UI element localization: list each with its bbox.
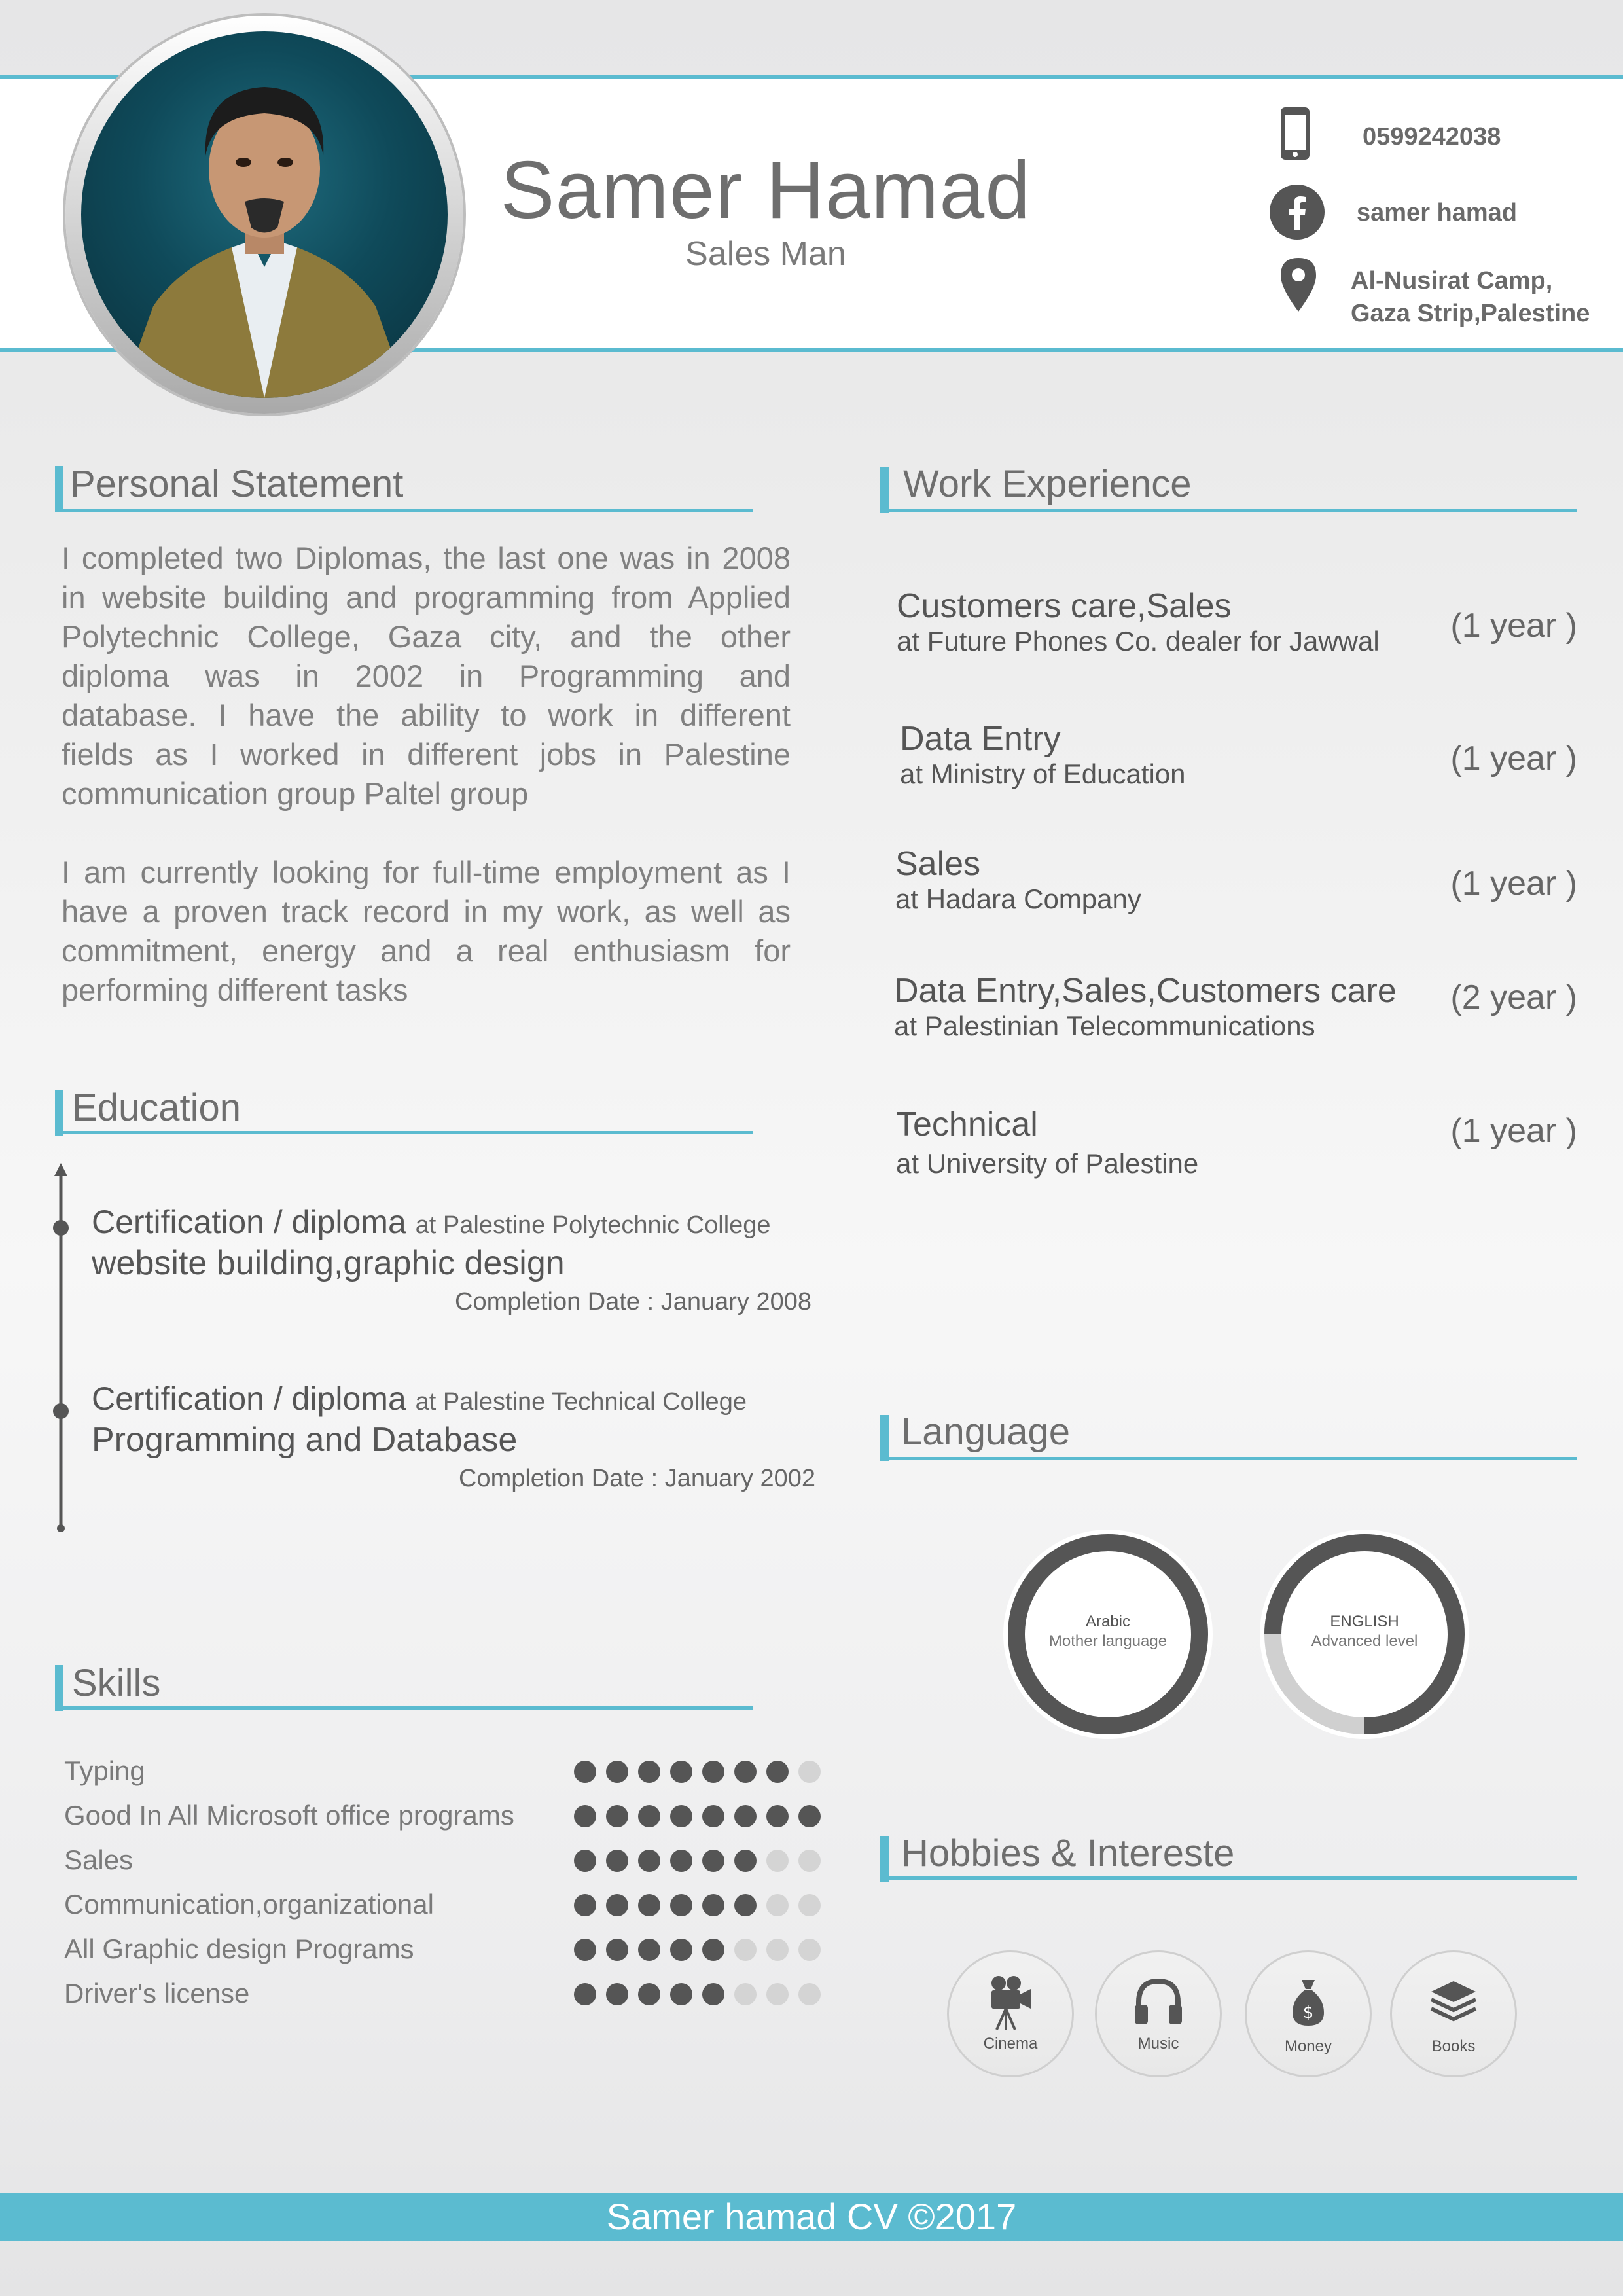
work-item <box>894 971 1577 1042</box>
work-title: Data Entry,Sales,Customers care <box>894 972 1397 1010</box>
skill-label: Typing <box>64 1755 145 1786</box>
rating-dot-filled <box>638 1939 660 1961</box>
education-item <box>92 1380 815 1493</box>
statement-line: I completed two Diplomas, the last one was in 2008 <box>62 541 791 575</box>
work-duration: (1 year ) <box>1450 607 1577 645</box>
statement-line: in website building and programming from Applied <box>62 580 791 615</box>
skill-label: Driver's license <box>64 1978 250 2009</box>
rating-dot-empty <box>798 1894 821 1916</box>
section-bar <box>55 1090 63 1136</box>
rating-dot-filled <box>702 1850 724 1872</box>
rating-dot-empty <box>734 1983 757 2005</box>
section-heading-personal-statement: Personal Statement <box>70 463 404 505</box>
rating-dot-filled <box>702 1983 724 2005</box>
section-heading-hobbies: Hobbies & Intereste <box>901 1832 1235 1874</box>
hobby-label: Money <box>1284 2037 1332 2055</box>
work-place: at Hadara Company <box>895 884 1141 914</box>
rating-dot-filled <box>734 1850 757 1872</box>
skill-rating <box>574 1850 821 1875</box>
work-place: at Ministry of Education <box>900 759 1186 789</box>
stack-icon <box>1429 1979 1478 2024</box>
section-heading-skills: Skills <box>72 1662 161 1704</box>
personal-statement-text <box>62 539 791 1010</box>
location-pin-icon <box>1279 257 1317 313</box>
skill-label: Sales <box>64 1844 134 1875</box>
statement-paragraph-1 <box>62 539 791 814</box>
skill-rating <box>574 1894 821 1920</box>
section-heading-work-experience: Work Experience <box>903 463 1192 505</box>
rating-dot-filled <box>574 1939 596 1961</box>
rating-dot-empty <box>766 1939 789 1961</box>
work-item <box>900 719 1577 790</box>
rating-dot-empty <box>766 1894 789 1916</box>
rating-dot-filled <box>702 1894 724 1916</box>
rating-dot-filled <box>734 1805 757 1827</box>
rating-dot-filled <box>670 1761 692 1783</box>
hobby-cinema <box>947 1950 1074 2077</box>
rating-dot-filled <box>606 1761 628 1783</box>
work-duration: (1 year ) <box>1450 865 1577 903</box>
contact-address <box>1351 264 1590 330</box>
education-timeline <box>50 1162 72 1535</box>
rating-dot-filled <box>670 1894 692 1916</box>
hobby-money <box>1245 1950 1372 2077</box>
svg-text:$: $ <box>1302 2003 1314 2022</box>
rating-dot-filled <box>638 1894 660 1916</box>
phone-icon <box>1279 106 1311 161</box>
profile-photo-frame <box>65 16 463 414</box>
skill-row <box>64 1844 823 1877</box>
rating-dot-empty <box>798 1761 821 1783</box>
rating-dot-filled <box>798 1805 821 1827</box>
work-place: at Palestinian Telecommunications <box>894 1011 1315 1041</box>
footer-text: Samer hamad CV ©2017 <box>606 2196 1017 2237</box>
rating-dot-filled <box>606 1894 628 1916</box>
rating-dot-filled <box>574 1805 596 1827</box>
language-level: Advanced level <box>1311 1632 1418 1650</box>
rating-dot-filled <box>670 1805 692 1827</box>
section-rule <box>880 1876 1577 1880</box>
rating-dot-empty <box>798 1983 821 2005</box>
language-level: Mother language <box>1048 1632 1168 1650</box>
education-institution: at Palestine Technical College <box>415 1388 747 1416</box>
statement-line: I am currently looking for full-time employment as I <box>62 855 791 889</box>
rating-dot-empty <box>798 1939 821 1961</box>
skill-row <box>64 1755 823 1788</box>
footer-band <box>0 2193 1623 2241</box>
section-rule <box>55 1131 753 1134</box>
rating-dot-filled <box>638 1805 660 1827</box>
rating-dot-filled <box>702 1761 724 1783</box>
hobby-label: Music <box>1137 2035 1179 2053</box>
hobby-label: Cinema <box>983 2035 1038 2053</box>
rating-dot-empty <box>798 1850 821 1872</box>
rating-dot-filled <box>734 1761 757 1783</box>
skill-rating <box>574 1983 821 2009</box>
rating-dot-filled <box>606 1805 628 1827</box>
skill-row <box>64 1800 823 1833</box>
statement-line: diploma was in 2002 in Programming and <box>62 658 791 693</box>
hobby-label: Books <box>1431 2037 1476 2055</box>
language-name: Arabic <box>1085 1613 1131 1630</box>
work-title: Customers care,Sales <box>897 587 1232 625</box>
rating-dot-filled <box>670 1983 692 2005</box>
movie-camera-icon <box>988 1975 1033 2031</box>
rating-dot-empty <box>766 1983 789 2005</box>
money-bag-icon <box>1290 1976 1327 2027</box>
skill-label: All Graphic design Programs <box>64 1933 414 1964</box>
education-item-heading <box>92 1380 815 1418</box>
section-rule <box>880 1457 1577 1460</box>
rating-dot-filled <box>766 1805 789 1827</box>
headphones-icon <box>1132 1976 1185 2026</box>
address-line-2: Gaza Strip,Palestine <box>1351 300 1590 327</box>
work-title: Data Entry <box>900 720 1061 758</box>
section-bar <box>55 466 63 512</box>
facebook-icon <box>1270 185 1325 240</box>
rating-dot-filled <box>702 1805 724 1827</box>
address-line-1: Al-Nusirat Camp, <box>1351 267 1553 295</box>
work-item <box>897 586 1577 657</box>
rating-dot-filled <box>606 1939 628 1961</box>
contact-facebook[interactable]: samer hamad <box>1357 199 1518 226</box>
section-rule <box>55 509 753 512</box>
statement-line: commitment, energy and a real enthusiasm for <box>62 933 791 968</box>
skill-row <box>64 1978 823 2011</box>
section-heading-education: Education <box>72 1086 241 1129</box>
education-subject: website building,graphic design <box>92 1244 565 1282</box>
work-duration: (2 year ) <box>1450 978 1577 1016</box>
rating-dot-filled <box>574 1761 596 1783</box>
education-date: Completion Date : January 2002 <box>459 1465 815 1492</box>
rating-dot-filled <box>702 1939 724 1961</box>
rating-dot-filled <box>670 1939 692 1961</box>
contact-phone[interactable]: 0599242038 <box>1363 123 1501 151</box>
skill-label: Good In All Microsoft office programs <box>64 1800 514 1831</box>
education-date: Completion Date : January 2008 <box>455 1288 812 1316</box>
language-name: ENGLISH <box>1330 1613 1399 1630</box>
statement-line: database. I have the ability to work in different <box>62 698 791 732</box>
education-item <box>92 1203 812 1316</box>
language-ring-english <box>1257 1526 1472 1742</box>
language-ring-arabic <box>1000 1526 1216 1742</box>
candidate-name: Samer Hamad <box>500 145 1031 236</box>
rating-dot-filled <box>606 1850 628 1872</box>
education-title: Certification / diploma <box>92 1204 406 1240</box>
rating-dot-filled <box>574 1983 596 2005</box>
rating-dot-empty <box>766 1850 789 1872</box>
statement-line: communication group Paltel group <box>62 776 529 811</box>
section-rule <box>880 509 1577 512</box>
education-title: Certification / diploma <box>92 1380 406 1417</box>
skill-rating <box>574 1805 821 1831</box>
statement-line: fields as I worked in different jobs in Palestine <box>62 737 791 772</box>
candidate-title: Sales Man <box>685 235 846 273</box>
rating-dot-filled <box>638 1761 660 1783</box>
profile-photo <box>81 31 448 398</box>
rating-dot-filled <box>638 1983 660 2005</box>
section-bar <box>55 1665 63 1711</box>
rating-dot-filled <box>606 1983 628 2005</box>
skill-label: Communication,organizational <box>64 1889 434 1920</box>
skill-rating <box>574 1761 821 1786</box>
work-title: Technical <box>896 1105 1038 1143</box>
statement-line: have a proven track record in my work, as well as <box>62 894 791 929</box>
section-bar <box>880 467 889 513</box>
skill-row <box>64 1933 823 1966</box>
section-bar <box>880 1836 889 1882</box>
rating-dot-filled <box>574 1894 596 1916</box>
work-item <box>896 1105 1577 1179</box>
rating-dot-filled <box>638 1850 660 1872</box>
skill-rating <box>574 1939 821 1964</box>
work-title: Sales <box>895 845 981 883</box>
work-place: at University of Palestine <box>896 1148 1199 1179</box>
section-heading-language: Language <box>901 1410 1071 1453</box>
rating-dot-filled <box>670 1850 692 1872</box>
hobby-music <box>1095 1950 1222 2077</box>
rating-dot-filled <box>766 1761 789 1783</box>
rating-dot-empty <box>734 1939 757 1961</box>
section-bar <box>880 1415 889 1461</box>
work-duration: (1 year ) <box>1450 1112 1577 1150</box>
section-rule <box>55 1706 753 1710</box>
rating-dot-filled <box>574 1850 596 1872</box>
education-item-heading <box>92 1203 812 1241</box>
statement-line: Polytechnic College, Gaza city, and the other <box>62 619 791 654</box>
hobby-books <box>1390 1950 1517 2077</box>
rating-dot-filled <box>734 1894 757 1916</box>
education-subject: Programming and Database <box>92 1421 518 1459</box>
work-duration: (1 year ) <box>1450 740 1577 778</box>
skill-row <box>64 1889 823 1922</box>
work-item <box>895 844 1577 915</box>
statement-line: performing different tasks <box>62 973 408 1007</box>
statement-paragraph-2 <box>62 853 791 1010</box>
work-place: at Future Phones Co. dealer for Jawwal <box>897 626 1380 656</box>
education-institution: at Palestine Polytechnic College <box>415 1211 771 1239</box>
